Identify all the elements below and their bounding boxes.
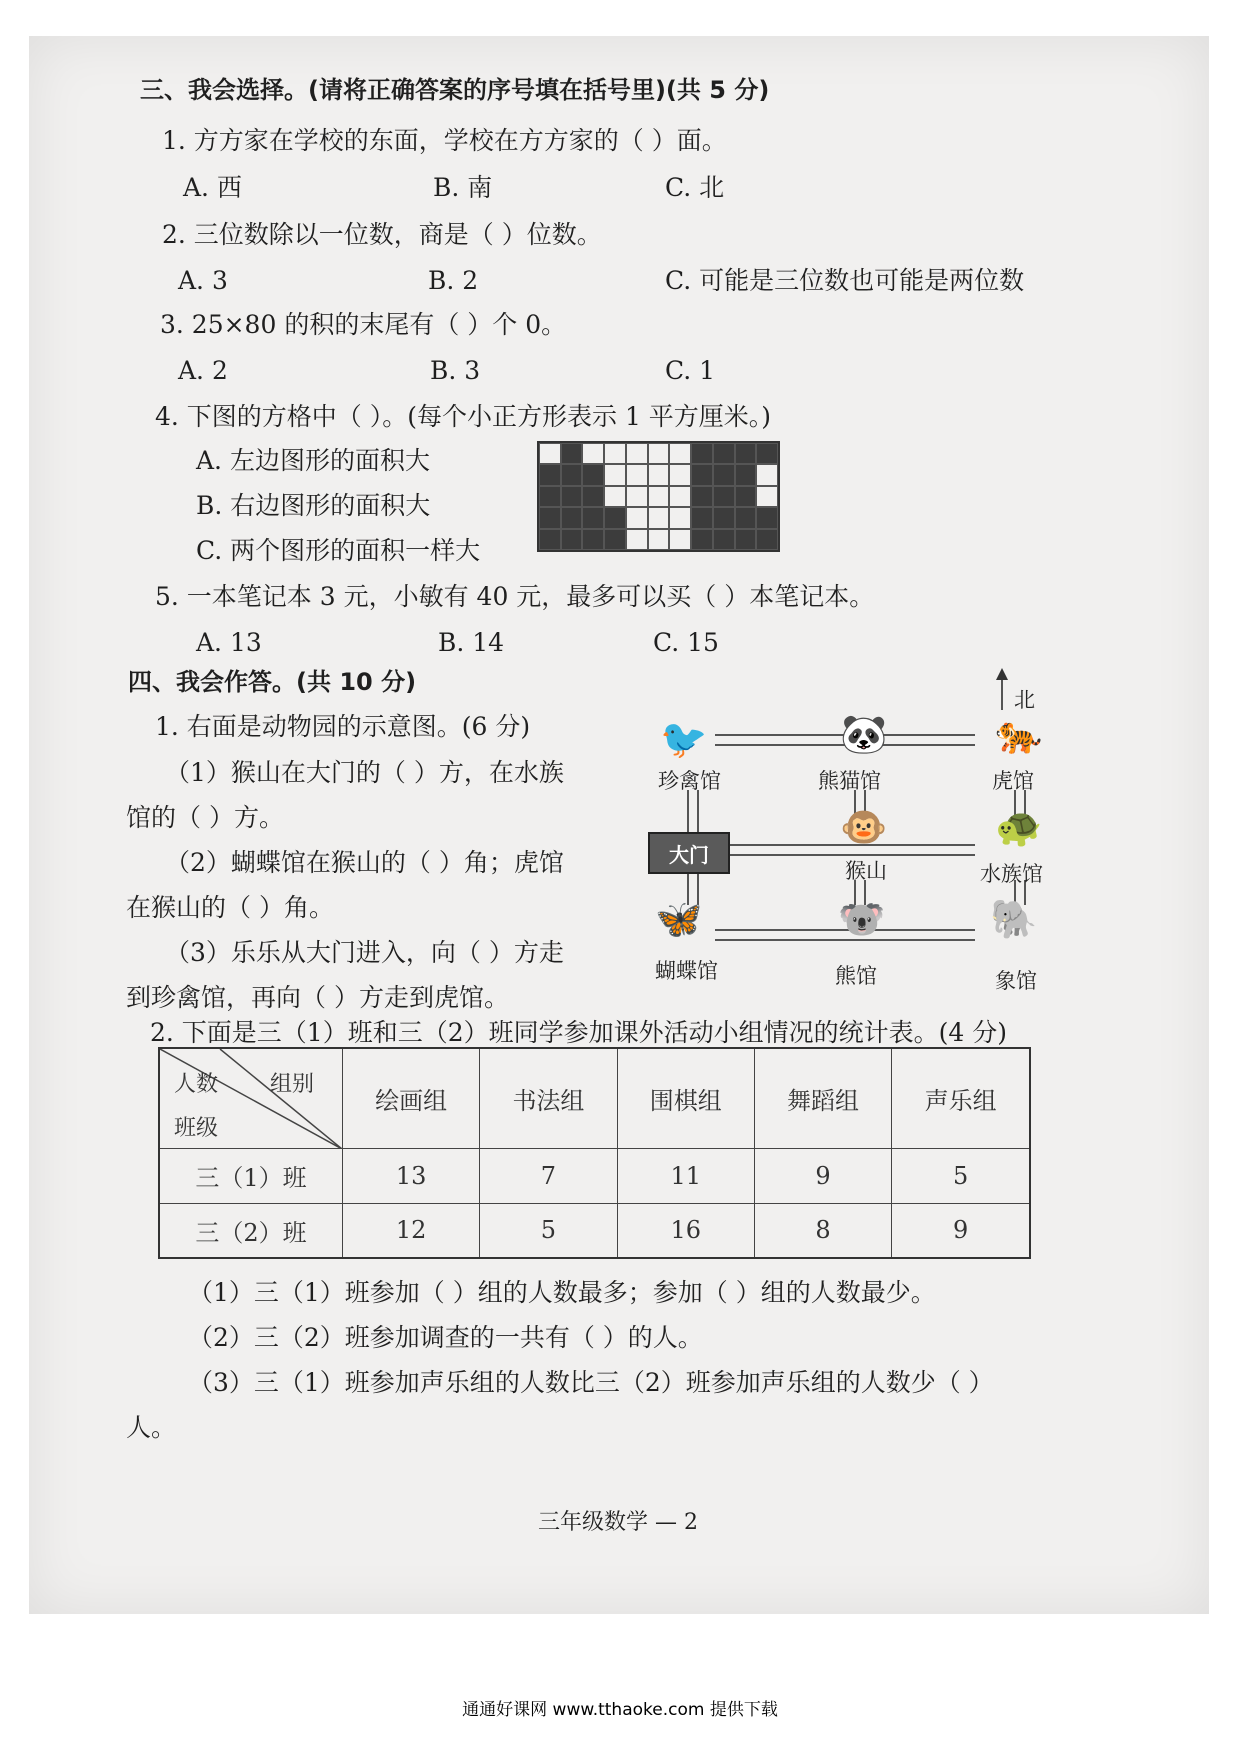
turtle-icon: 🐢 xyxy=(995,805,1043,849)
label-bear-hall: 熊馆 xyxy=(835,964,877,988)
table-cell: 9 xyxy=(754,1148,891,1203)
table-cell: 5 xyxy=(892,1148,1030,1203)
north-arrow-icon xyxy=(996,668,1008,680)
stats-sub1: （1）三（1）班参加（ ）组的人数最多；参加（ ）组的人数最少。 xyxy=(188,1278,936,1307)
page-number: 三年级数学 — 2 xyxy=(538,1510,698,1535)
q3-option-a: A. 2 xyxy=(178,356,228,385)
gate-sign: 大门 xyxy=(648,832,730,874)
zoo-question-part2b: 在猴山的（ ）角。 xyxy=(126,893,334,922)
corner-label-class: 班级 xyxy=(174,1116,219,1141)
label-elephant-hall: 象馆 xyxy=(995,969,1037,993)
q1-option-b: B. 南 xyxy=(433,173,493,202)
stats-question-title: 2. 下面是三（1）班和三（2）班同学参加课外活动小组情况的统计表。(4 分) xyxy=(150,1018,1007,1047)
q5-option-a: A. 13 xyxy=(196,628,262,657)
q5-option-c: C. 15 xyxy=(653,628,719,657)
row-label: 三（2）班 xyxy=(159,1203,343,1258)
panda-icon: 🐼 xyxy=(840,712,888,756)
header-cell: 书法组 xyxy=(480,1048,617,1148)
stats-sub3a: （3）三（1）班参加声乐组的人数比三（2）班参加声乐组的人数少（ ） xyxy=(188,1368,994,1397)
label-panda-hall: 熊猫馆 xyxy=(818,769,881,793)
q2-option-c: C. 可能是三位数也可能是两位数 xyxy=(665,266,1025,295)
zoo-question-part1b: 馆的（ ）方。 xyxy=(126,803,284,832)
q3-text: 3. 25×80 的积的末尾有（ ）个 0。 xyxy=(160,310,567,339)
monkey-icon: 🐵 xyxy=(840,805,888,849)
label-rare-birds-hall: 珍禽馆 xyxy=(658,769,721,793)
table-cell: 5 xyxy=(480,1203,617,1258)
north-label: 北 xyxy=(1014,688,1035,712)
stats-sub3b: 人。 xyxy=(126,1413,177,1442)
download-footer: 通通好课网 www.tthaoke.com 提供下载 xyxy=(462,1700,778,1720)
q1-option-c: C. 北 xyxy=(665,173,725,202)
activity-stats-table xyxy=(158,1047,1031,1259)
elephant-icon: 🐘 xyxy=(990,897,1038,941)
q5-text: 5. 一本笔记本 3 元，小敏有 40 元，最多可以买（ ）本笔记本。 xyxy=(155,582,875,611)
corner-label-people: 人数 xyxy=(174,1072,219,1097)
header-cell: 声乐组 xyxy=(892,1048,1030,1148)
q4-option-a: A. 左边图形的面积大 xyxy=(196,446,430,475)
toucan-icon: 🐦 xyxy=(660,717,708,761)
table-corner-cell xyxy=(159,1048,343,1148)
section4-heading: 四、我会作答。(共 10 分) xyxy=(128,668,417,696)
tiger-icon: 🐅 xyxy=(995,712,1043,756)
table-cell: 9 xyxy=(892,1203,1030,1258)
table-cell: 12 xyxy=(343,1203,480,1258)
header-cell: 舞蹈组 xyxy=(754,1048,891,1148)
header-cell: 围棋组 xyxy=(617,1048,754,1148)
q4-text: 4. 下图的方格中（ ）。(每个小正方形表示 1 平方厘米。) xyxy=(155,402,772,431)
label-aquarium: 水族馆 xyxy=(980,862,1043,886)
label-monkey-hill: 猴山 xyxy=(845,859,887,883)
q2-option-a: A. 3 xyxy=(178,266,228,295)
q5-option-b: B. 14 xyxy=(438,628,505,657)
zoo-question-title: 1. 右面是动物园的示意图。(6 分) xyxy=(155,712,531,741)
q2-option-b: B. 2 xyxy=(428,266,479,295)
section3-heading: 三、我会选择。(请将正确答案的序号填在括号里)(共 5 分) xyxy=(140,76,770,104)
table-cell: 11 xyxy=(617,1148,754,1203)
label-tiger-hall: 虎馆 xyxy=(992,769,1034,793)
table-header-row xyxy=(159,1048,1030,1148)
row-label: 三（1）班 xyxy=(159,1148,343,1203)
table-cell: 7 xyxy=(480,1148,617,1203)
corner-label-group: 组别 xyxy=(270,1072,315,1097)
header-cell: 绘画组 xyxy=(343,1048,480,1148)
q1-option-a: A. 西 xyxy=(183,173,242,202)
q3-option-c: C. 1 xyxy=(665,356,716,385)
q4-option-c: C. 两个图形的面积一样大 xyxy=(196,536,481,565)
table-cell: 13 xyxy=(343,1148,480,1203)
zoo-question-part2a: （2）蝴蝶馆在猴山的（ ）角；虎馆 xyxy=(165,848,564,877)
q1-text: 1. 方方家在学校的东面，学校在方方家的（ ）面。 xyxy=(162,126,727,155)
stats-sub2: （2）三（2）班参加调查的一共有（ ）的人。 xyxy=(188,1323,703,1352)
zoo-question-part1a: （1）猴山在大门的（ ）方，在水族 xyxy=(165,758,564,787)
q4-option-b: B. 右边图形的面积大 xyxy=(196,491,431,520)
q3-option-b: B. 3 xyxy=(430,356,481,385)
table-cell: 16 xyxy=(617,1203,754,1258)
table-row xyxy=(159,1148,1030,1203)
zoo-question-part3a: （3）乐乐从大门进入，向（ ）方走 xyxy=(165,938,564,967)
zoo-question-part3b: 到珍禽馆，再向（ ）方走到虎馆。 xyxy=(126,983,509,1012)
q2-text: 2. 三位数除以一位数，商是（ ）位数。 xyxy=(162,220,602,249)
label-butterfly-hall: 蝴蝶馆 xyxy=(655,959,718,983)
koala-icon: 🐨 xyxy=(838,897,886,941)
table-cell: 8 xyxy=(754,1203,891,1258)
table-row xyxy=(159,1203,1030,1258)
butterfly-icon: 🦋 xyxy=(655,897,703,941)
